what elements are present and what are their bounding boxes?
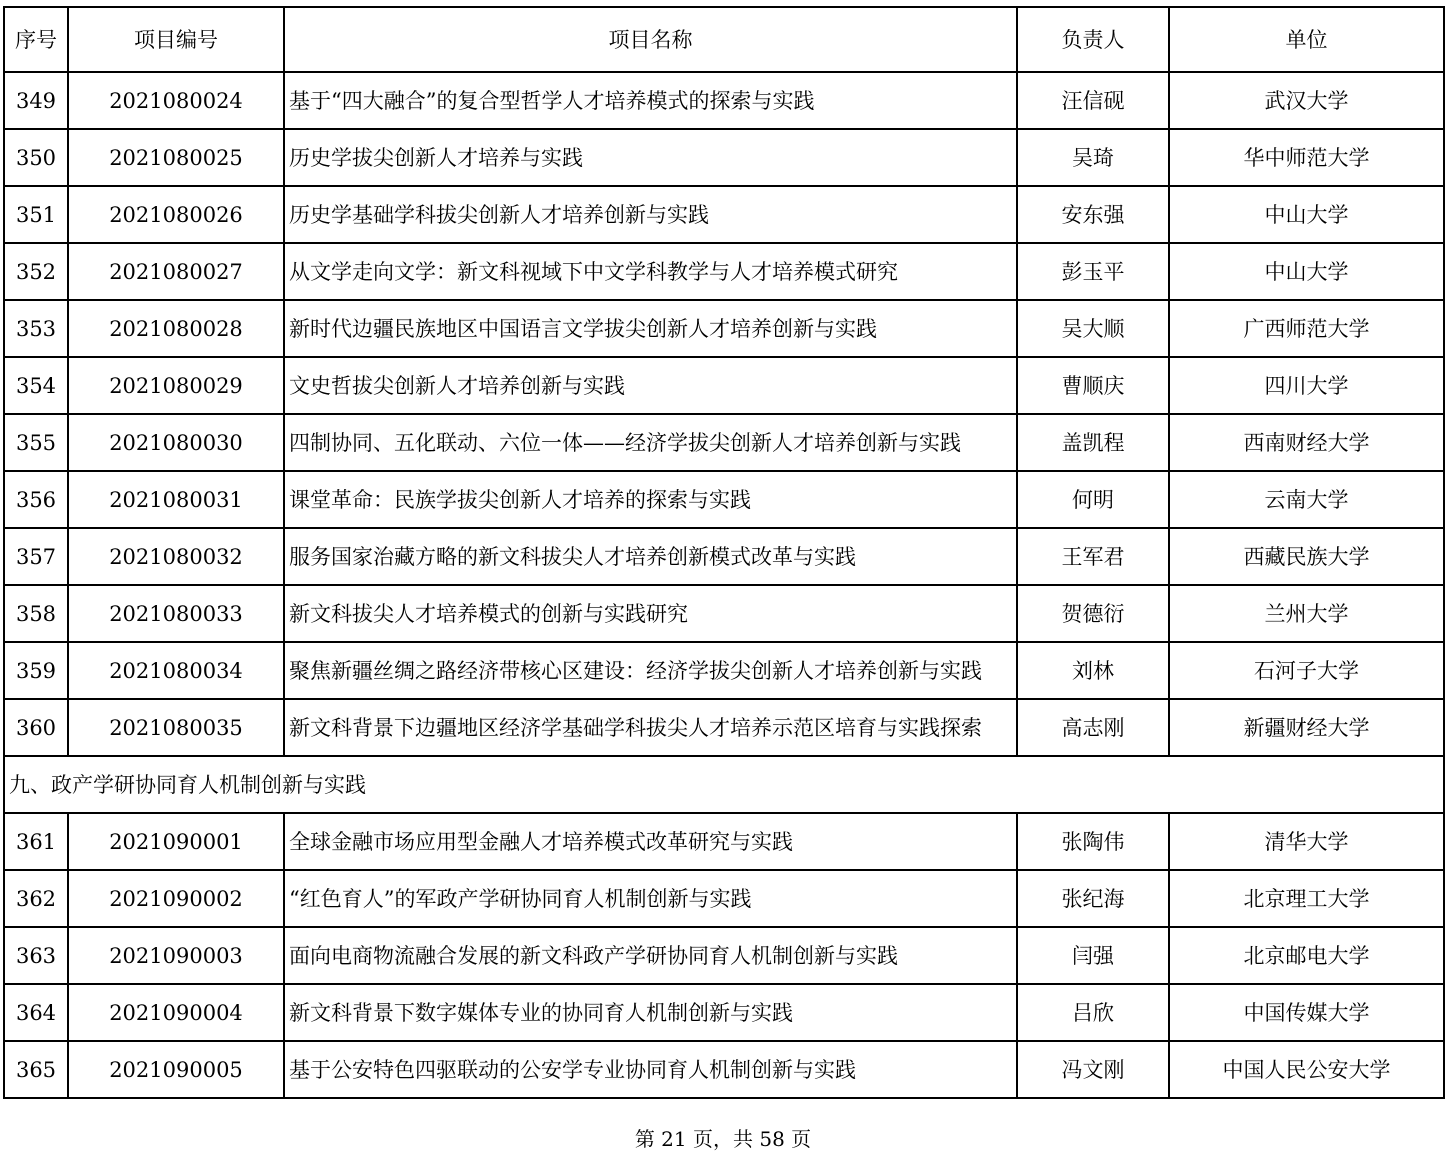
- cell-name: 服务国家治藏方略的新文科拔尖人才培养创新模式改革与实践: [284, 528, 1017, 585]
- cell-leader: 吕欣: [1017, 984, 1169, 1041]
- table-row: [4, 357, 1444, 414]
- cell-code: 2021080027: [68, 243, 284, 300]
- cell-seq: 351: [4, 186, 68, 243]
- cell-code: 2021080030: [68, 414, 284, 471]
- cell-unit: 中国人民公安大学: [1169, 1041, 1444, 1098]
- cell-code: 2021080024: [68, 72, 284, 129]
- cell-name: 新文科背景下数字媒体专业的协同育人机制创新与实践: [284, 984, 1017, 1041]
- cell-name: 从文学走向文学：新文科视域下中文学科教学与人才培养模式研究: [284, 243, 1017, 300]
- cell-leader: 吴琦: [1017, 129, 1169, 186]
- table-body-collaboration: [4, 813, 1444, 1098]
- table-row: [4, 585, 1444, 642]
- cell-leader: 高志刚: [1017, 699, 1169, 756]
- section-title: 九、政产学研协同育人机制创新与实践: [4, 756, 1444, 813]
- cell-leader: 盖凯程: [1017, 414, 1169, 471]
- table-row: [4, 699, 1444, 756]
- cell-unit: 武汉大学: [1169, 72, 1444, 129]
- cell-name: 全球金融市场应用型金融人才培养模式改革研究与实践: [284, 813, 1017, 870]
- cell-code: 2021090003: [68, 927, 284, 984]
- cell-unit: 石河子大学: [1169, 642, 1444, 699]
- cell-seq: 353: [4, 300, 68, 357]
- cell-leader: 安东强: [1017, 186, 1169, 243]
- cell-leader: 张纪海: [1017, 870, 1169, 927]
- table-row: [4, 300, 1444, 357]
- cell-unit: 中山大学: [1169, 243, 1444, 300]
- table-row: [4, 528, 1444, 585]
- cell-code: 2021080034: [68, 642, 284, 699]
- table-row: [4, 870, 1444, 927]
- cell-unit: 北京理工大学: [1169, 870, 1444, 927]
- cell-seq: 358: [4, 585, 68, 642]
- cell-unit: 华中师范大学: [1169, 129, 1444, 186]
- cell-seq: 350: [4, 129, 68, 186]
- cell-code: 2021080025: [68, 129, 284, 186]
- cell-leader: 张陶伟: [1017, 813, 1169, 870]
- cell-code: 2021080031: [68, 471, 284, 528]
- cell-leader: 闫强: [1017, 927, 1169, 984]
- cell-seq: 355: [4, 414, 68, 471]
- cell-name: 历史学基础学科拔尖创新人才培养创新与实践: [284, 186, 1017, 243]
- table-row: [4, 813, 1444, 870]
- header-leader: 负责人: [1017, 7, 1169, 72]
- cell-unit: 中国传媒大学: [1169, 984, 1444, 1041]
- cell-name: 文史哲拔尖创新人才培养创新与实践: [284, 357, 1017, 414]
- cell-seq: 349: [4, 72, 68, 129]
- cell-leader: 何明: [1017, 471, 1169, 528]
- cell-name: 新文科背景下边疆地区经济学基础学科拔尖人才培养示范区培育与实践探索: [284, 699, 1017, 756]
- table-row: [4, 129, 1444, 186]
- cell-name: 新时代边疆民族地区中国语言文学拔尖创新人才培养创新与实践: [284, 300, 1017, 357]
- table-row: [4, 243, 1444, 300]
- cell-name: 基于公安特色四驱联动的公安学专业协同育人机制创新与实践: [284, 1041, 1017, 1098]
- cell-code: 2021080035: [68, 699, 284, 756]
- cell-seq: 361: [4, 813, 68, 870]
- header-code: 项目编号: [68, 7, 284, 72]
- cell-name: 面向电商物流融合发展的新文科政产学研协同育人机制创新与实践: [284, 927, 1017, 984]
- cell-leader: 曹顺庆: [1017, 357, 1169, 414]
- cell-name: “红色育人”的军政产学研协同育人机制创新与实践: [284, 870, 1017, 927]
- header-unit: 单位: [1169, 7, 1444, 72]
- header-row: [4, 7, 1444, 72]
- cell-code: 2021090002: [68, 870, 284, 927]
- cell-unit: 新疆财经大学: [1169, 699, 1444, 756]
- cell-name: 四制协同、五化联动、六位一体——经济学拔尖创新人才培养创新与实践: [284, 414, 1017, 471]
- cell-unit: 清华大学: [1169, 813, 1444, 870]
- cell-unit: 中山大学: [1169, 186, 1444, 243]
- cell-unit: 广西师范大学: [1169, 300, 1444, 357]
- cell-name: 课堂革命：民族学拔尖创新人才培养的探索与实践: [284, 471, 1017, 528]
- cell-leader: 吴大顺: [1017, 300, 1169, 357]
- table-row: [4, 642, 1444, 699]
- cell-seq: 364: [4, 984, 68, 1041]
- header-name: 项目名称: [284, 7, 1017, 72]
- cell-name: 新文科拔尖人才培养模式的创新与实践研究: [284, 585, 1017, 642]
- cell-code: 2021090005: [68, 1041, 284, 1098]
- cell-unit: 北京邮电大学: [1169, 927, 1444, 984]
- cell-leader: 贺德衍: [1017, 585, 1169, 642]
- table-row: [4, 414, 1444, 471]
- cell-name: 历史学拔尖创新人才培养与实践: [284, 129, 1017, 186]
- table-row: [4, 984, 1444, 1041]
- page-footer: 第 21 页，共 58 页: [634, 1127, 812, 1151]
- section-row: [4, 756, 1444, 813]
- cell-leader: 冯文刚: [1017, 1041, 1169, 1098]
- cell-code: 2021080029: [68, 357, 284, 414]
- table-body-philosophy: [4, 72, 1444, 756]
- header-seq: 序号: [4, 7, 68, 72]
- cell-seq: 363: [4, 927, 68, 984]
- cell-seq: 359: [4, 642, 68, 699]
- cell-leader: 汪信砚: [1017, 72, 1169, 129]
- table-row: [4, 471, 1444, 528]
- table-row: [4, 72, 1444, 129]
- cell-unit: 四川大学: [1169, 357, 1444, 414]
- cell-seq: 352: [4, 243, 68, 300]
- cell-seq: 357: [4, 528, 68, 585]
- cell-seq: 362: [4, 870, 68, 927]
- cell-code: 2021080032: [68, 528, 284, 585]
- cell-leader: 王军君: [1017, 528, 1169, 585]
- cell-name: 聚焦新疆丝绸之路经济带核心区建设：经济学拔尖创新人才培养创新与实践: [284, 642, 1017, 699]
- cell-code: 2021080026: [68, 186, 284, 243]
- cell-code: 2021080028: [68, 300, 284, 357]
- table-row: [4, 927, 1444, 984]
- cell-seq: 354: [4, 357, 68, 414]
- cell-unit: 西南财经大学: [1169, 414, 1444, 471]
- cell-leader: 彭玉平: [1017, 243, 1169, 300]
- cell-unit: 云南大学: [1169, 471, 1444, 528]
- cell-code: 2021090004: [68, 984, 284, 1041]
- table-row: [4, 186, 1444, 243]
- cell-seq: 356: [4, 471, 68, 528]
- cell-seq: 365: [4, 1041, 68, 1098]
- table-row: [4, 1041, 1444, 1098]
- cell-unit: 兰州大学: [1169, 585, 1444, 642]
- cell-code: 2021090001: [68, 813, 284, 870]
- cell-unit: 西藏民族大学: [1169, 528, 1444, 585]
- cell-code: 2021080033: [68, 585, 284, 642]
- cell-name: 基于“四大融合”的复合型哲学人才培养模式的探索与实践: [284, 72, 1017, 129]
- table-section: [4, 756, 1444, 813]
- cell-seq: 360: [4, 699, 68, 756]
- cell-leader: 刘林: [1017, 642, 1169, 699]
- project-table: [3, 6, 1445, 1099]
